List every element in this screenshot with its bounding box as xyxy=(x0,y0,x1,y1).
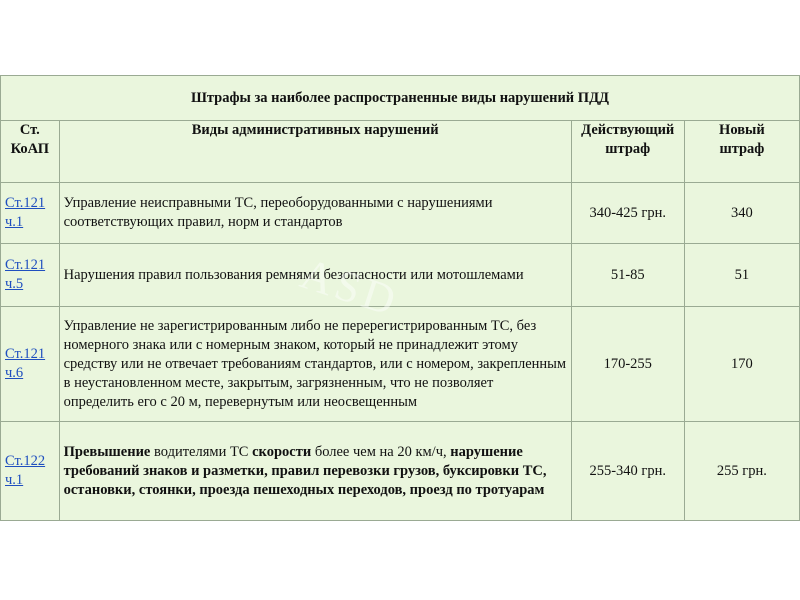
current-fine: 255-340 грн. xyxy=(571,422,684,521)
violation-description: Управление неисправными ТС, переоборудованными с нарушениями соответствующих правил, норм и стандартов xyxy=(59,183,571,244)
violation-description: Нарушения правил пользования ремнями безопасности или мотошлемами xyxy=(59,244,571,307)
article-link[interactable] xyxy=(5,345,45,383)
article-link-line1: Ст.121 xyxy=(5,195,46,211)
description-text: более чем на 20 км/ч, xyxy=(311,443,451,460)
current-fine: 340-425 грн. xyxy=(571,183,684,244)
header-current-line2: штраф xyxy=(605,141,651,157)
table-row xyxy=(1,183,800,244)
article-link-line1: Ст.121 xyxy=(5,257,46,273)
header-article xyxy=(1,121,60,183)
header-current-fine xyxy=(571,121,684,183)
table-row xyxy=(1,422,800,521)
current-fine: 170-255 xyxy=(571,307,684,422)
new-fine: 255 грн. xyxy=(684,422,799,521)
table-row xyxy=(1,244,800,307)
header-current-line1: Действующий xyxy=(581,122,675,138)
article-cell xyxy=(1,183,60,244)
article-link-line2: ч.1 xyxy=(5,214,24,230)
header-article-line2: КоАП xyxy=(10,141,50,157)
article-cell xyxy=(1,422,60,521)
article-link[interactable] xyxy=(5,194,45,232)
violation-description: Управление не зарегистрированным либо не перерегистрированным ТС, без номерного знака или с номерным знаком, который не принадлежит этому средству или не отвечает требованиям стандартов, или с номером, закрепленным в неустановленном месте, закрытым, загрязненным, что не позволяет определить его с 20 м, перевернутым или неосвещенным xyxy=(59,307,571,422)
article-cell xyxy=(1,244,60,307)
description-text: водителями ТС xyxy=(150,443,253,460)
article-link[interactable] xyxy=(5,256,45,294)
new-fine: 170 xyxy=(684,307,799,422)
current-fine: 51-85 xyxy=(571,244,684,307)
article-link-line1: Ст.121 xyxy=(5,346,46,362)
article-link-line2: ч.1 xyxy=(5,472,24,488)
table-title: Штрафы за наиболее распространенные виды нарушений ПДД xyxy=(1,76,800,121)
speed-term: скорости xyxy=(252,443,312,460)
fines-table xyxy=(0,75,800,521)
watermark: ASD xyxy=(294,248,406,327)
article-link-line2: ч.5 xyxy=(5,276,24,292)
new-fine: 51 xyxy=(684,244,799,307)
table-row xyxy=(1,307,800,422)
article-link-line2: ч.6 xyxy=(5,365,24,381)
violation-description xyxy=(59,422,571,521)
article-link-line1: Ст.122 xyxy=(5,453,46,469)
header-article-line1: Ст. xyxy=(19,122,40,138)
violations-list: нарушение требований знаков и разметки, правил перевозки грузов, буксировки ТС, остановки, стоянки, проезда пешеходных переходов, проезд по тротуарам xyxy=(63,443,547,498)
new-fine: 340 xyxy=(684,183,799,244)
speeding-term: Превышение xyxy=(63,443,151,460)
table-header-row xyxy=(1,121,800,183)
header-new-line1: Новый xyxy=(719,122,765,138)
header-violation: Виды административных нарушений xyxy=(59,121,571,183)
table-title-row xyxy=(1,76,800,121)
article-cell xyxy=(1,307,60,422)
header-new-line2: штраф xyxy=(719,141,765,157)
header-new-fine xyxy=(684,121,799,183)
article-link[interactable] xyxy=(5,452,45,490)
